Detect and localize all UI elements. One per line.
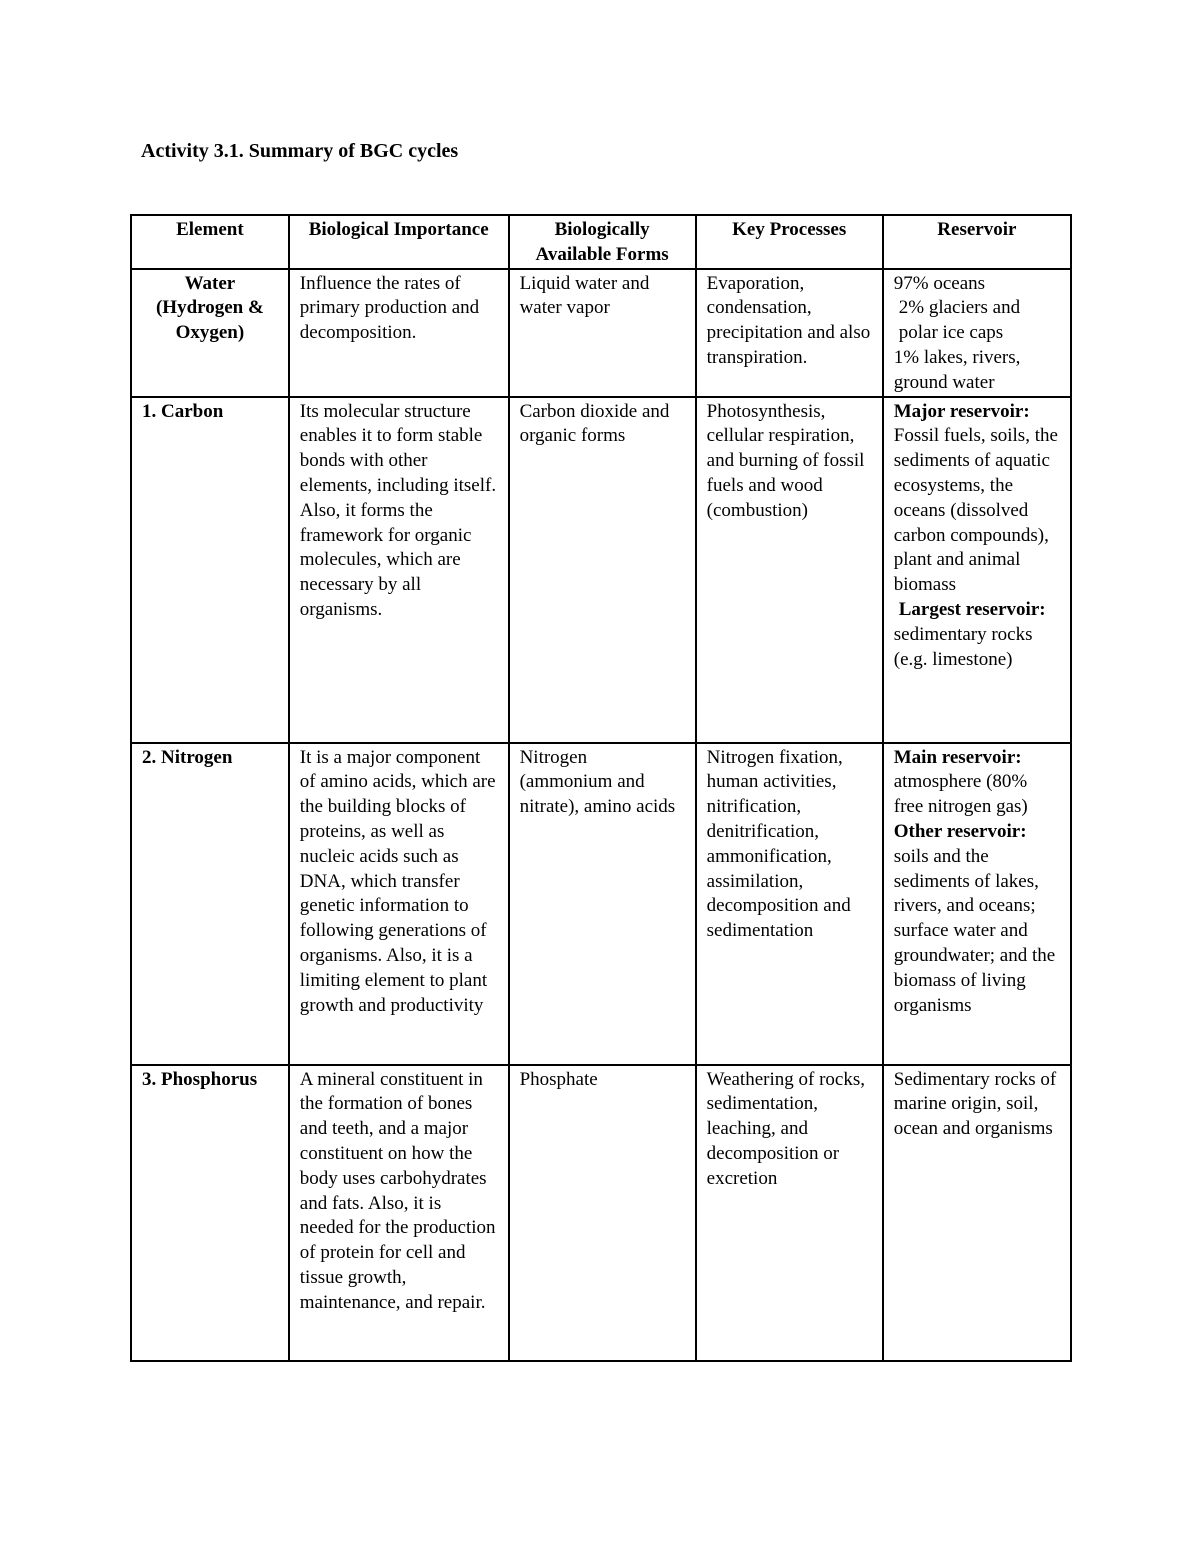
reservoir-water-3: 1% lakes, rivers, ground water <box>893 346 1021 393</box>
cell-importance-water: Influence the rates of primary production and decomposition. <box>289 269 509 397</box>
header-forms: Biologically Available Forms <box>509 215 696 269</box>
table-row-carbon <box>131 397 1071 743</box>
cell-processes-water: Evaporation, condensation, precipitation and also transpiration. <box>696 269 883 397</box>
cell-element-phosphorus: 3. Phosphorus <box>131 1065 289 1361</box>
cell-processes-carbon: Photosynthesis, cellular respiration, and burning of fossil fuels and wood (combustion) <box>696 397 883 743</box>
cell-reservoir-nitrogen <box>883 743 1071 1065</box>
element-water-detail: (Hydrogen & Oxygen) <box>155 297 264 344</box>
cell-importance-nitrogen: It is a major component of amino acids, which are the building blocks of proteins, as well as nucleic acids such as DNA, which transfer genetic information to following generations of organisms. Also, it is a limiting element to plant growth and productivity <box>289 743 509 1065</box>
cell-reservoir-water <box>883 269 1071 397</box>
table-header-row <box>131 215 1071 269</box>
cell-reservoir-phosphorus: Sedimentary rocks of marine origin, soil, ocean and organisms <box>883 1065 1071 1361</box>
header-reservoir: Reservoir <box>883 215 1071 269</box>
table-row-water <box>131 269 1071 397</box>
table-row-phosphorus <box>131 1065 1071 1361</box>
reservoir-carbon-label-2: Largest reservoir: <box>898 598 1046 620</box>
reservoir-water-1: 97% oceans <box>893 272 986 294</box>
bgc-summary-table <box>130 214 1072 1362</box>
cell-processes-phosphorus: Weathering of rocks, sedimentation, leaching, and decomposition or excretion <box>696 1065 883 1361</box>
cell-element-nitrogen: 2. Nitrogen <box>131 743 289 1065</box>
reservoir-carbon-text-2: sedimentary rocks (e.g. limestone) <box>893 623 1033 670</box>
cell-forms-phosphorus: Phosphate <box>509 1065 696 1361</box>
reservoir-nitrogen-label-1: Main reservoir: <box>893 746 1022 768</box>
cell-reservoir-carbon <box>883 397 1071 743</box>
header-processes: Key Processes <box>696 215 883 269</box>
cell-forms-carbon: Carbon dioxide and organic forms <box>509 397 696 743</box>
cell-forms-nitrogen: Nitrogen (ammonium and nitrate), amino acids <box>509 743 696 1065</box>
cell-processes-nitrogen: Nitrogen fixation, human activities, nitrification, denitrification, ammonification, assimilation, decomposition and sedimentation <box>696 743 883 1065</box>
element-water-name: Water <box>184 272 236 294</box>
header-element: Element <box>131 215 289 269</box>
reservoir-nitrogen-label-2: Other reservoir: <box>893 820 1027 842</box>
reservoir-carbon-text-1: Fossil fuels, soils, the sediments of aquatic ecosystems, the oceans (dissolved carbon compounds), plant and animal biomass <box>893 425 1058 596</box>
page-title: Activity 3.1. Summary of BGC cycles <box>141 140 459 162</box>
cell-forms-water: Liquid water and water vapor <box>509 269 696 397</box>
reservoir-carbon-label-1: Major reservoir: <box>893 400 1030 422</box>
cell-importance-carbon: Its molecular structure enables it to form stable bonds with other elements, including itself. Also, it forms the framework for organic molecules, which are necessary by all organisms. <box>289 397 509 743</box>
reservoir-nitrogen-text-2: soils and the sediments of lakes, rivers, and oceans; surface water and groundwater; and the biomass of living organisms <box>893 845 1056 1016</box>
header-importance: Biological Importance <box>289 215 509 269</box>
cell-element-carbon: 1. Carbon <box>131 397 289 743</box>
cell-importance-phosphorus: A mineral constituent in the formation of bones and teeth, and a major constituent on how the body uses carbohydrates and fats. Also, it is needed for the production of protein for cell and tissue growth, maintenance, and repair. <box>289 1065 509 1361</box>
cell-element-water <box>131 269 289 397</box>
reservoir-nitrogen-text-1: atmosphere (80% free nitrogen gas) <box>893 771 1028 818</box>
table-row-nitrogen <box>131 743 1071 1065</box>
reservoir-water-2: 2% glaciers and polar ice caps <box>898 297 1021 344</box>
